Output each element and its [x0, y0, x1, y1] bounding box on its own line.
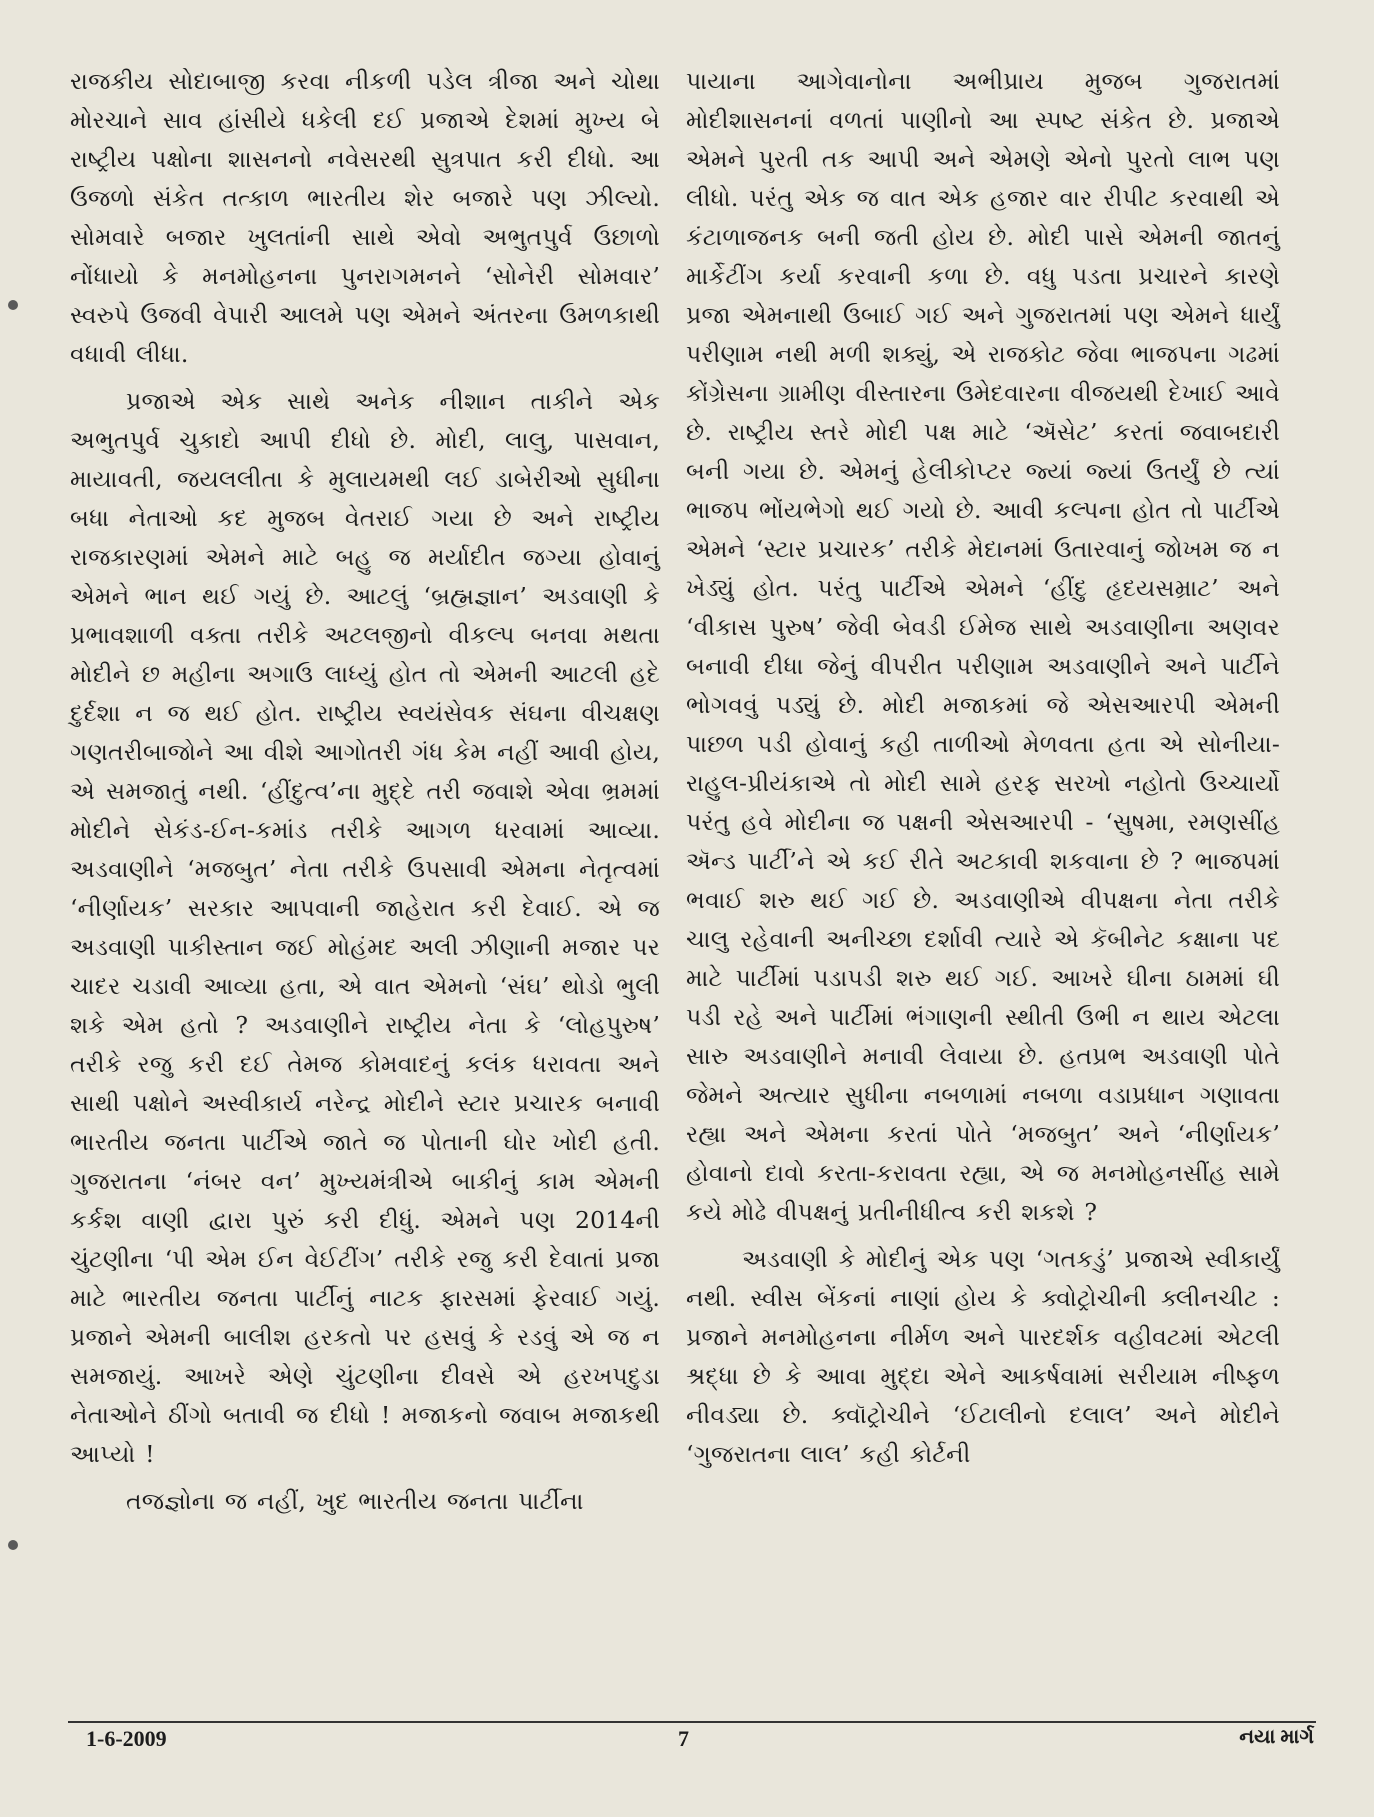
- left-column: [70, 62, 660, 1521]
- paragraph: પ્રજાએ એક સાથે અનેક નીશાન તાકીને એક અભુતપુર્વ ચુકાદો આપી દીધો છે. મોદી, લાલુ, પાસવાન, માયાવતી, જયલલીતા કે મુલાયમથી લઈ ડાબેરીઓ સુધીના બધા નેતાઓ કદ મુજબ વેતરાઈ ગયા છે અને રાષ્ટ્રીય રાજકારણમાં એમને માટે બહુ જ મર્યાદીત જગ્યા હોવાનું એમને ભાન થઈ ગયું છે. આટલું ‘બ્રહ્મજ્ઞાન’ અડવાણી કે પ્રભાવશાળી વક્તા તરીકે અટલજીનો વીકલ્પ બનવા મથતા મોદીને છ મહીના અગાઉ લાધ્યું હોત તો એમની આટલી હદે દુર્દશા ન જ થઈ હોત. રાષ્ટ્રીય સ્વયંસેવક સંઘના વીચક્ષણ ગણતરીબાજોને આ વીશે આગોતરી ગંધ કેમ નહીં આવી હોય, એ સમજાતું નથી. ‘હીંદુત્વ’ના મુદ્દે તરી જવાશે એવા ભ્રમમાં મોદીને સેકંડ-ઈન-કમાંડ તરીકે આગળ ધરવામાં આવ્યા. અડવાણીને ‘મજબુત’ નેતા તરીકે ઉપસાવી એમના નેતૃત્વમાં ‘નીર્ણાયક’ સરકાર આપવાની જાહેરાત કરી દેવાઈ. એ જ અડવાણી પાકીસ્તાન જઈ મોહંમદ અલી ઝીણાની મજાર પર ચાદર ચડાવી આવ્યા હતા, એ વાત એમનો ‘સંઘ’ થોડો ભુલી શકે એમ હતો ? અડવાણીને રાષ્ટ્રીય નેતા કે ‘લોહપુરુષ’ તરીકે રજુ કરી દઈ તેમજ કોમવાદનું કલંક ધરાવતા અને સાથી પક્ષોને અસ્વીકાર્ય નરેન્દ્ર મોદીને સ્ટાર પ્રચારક બનાવી ભારતીય જનતા પાર્ટીએ જાતે જ પોતાની ઘોર ખોદી હતી. ગુજરાતના ‘નંબર વન’ મુખ્યમંત્રીએ બાકીનું કામ એમની કર્કશ વાણી દ્વારા પુરું કરી દીધું. એમને પણ 2014ની ચુંટણીના ‘પી એમ ઈન વેઈટીંગ’ તરીકે રજુ કરી દેવાતાં પ્રજા માટે ભારતીય જનતા પાર્ટીનું નાટક ફારસમાં ફેરવાઈ ગયું. પ્રજાને એમની બાલીશ હરકતો પર હસવું કે રડવું એ જ ન સમજાયું. આખરે એણે ચુંટણીના દીવસે એ હરખપદુડા નેતાઓને ઠીંગો બતાવી જ દીધો ! મજાકનો જવાબ મજાકથી આપ્યો !: [70, 387, 660, 1468]
- right-column: [686, 62, 1280, 1474]
- paragraph: તજજ્ઞોના જ નહીં, ખુદ ભારતીય જનતા પાર્ટીના: [126, 1487, 584, 1515]
- page-number: 7: [678, 1726, 689, 1751]
- footer-date: 1-6-2009: [86, 1726, 167, 1751]
- paragraph: અડવાણી કે મોદીનું એક પણ ‘ગતકડું’ પ્રજાએ સ્વીકાર્યું નથી. સ્વીસ બેંકનાં નાણાં હોય કે ક્વોટ્રોચીની ક્લીનચીટ : પ્રજાને મનમોહનના નીર્મળ અને પારદર્શક વહીવટમાં એટલી શ્રદ્ધા છે કે આવા મુદ્દા એને આકર્ષવામાં સરીયામ નીષ્ફળ નીવડ્યા છે. ક્વૉટ્રોચીને ‘ઈટાલીનો દલાલ’ અને મોદીને ‘ગુજરાતના લાલ’ કહી કોર્ટની: [686, 1245, 1280, 1468]
- magazine-name: નયા માર્ગ: [1239, 1726, 1314, 1748]
- binding-hole-mark: [8, 300, 18, 310]
- binding-hole-mark: [8, 1540, 18, 1550]
- footer-rule: [68, 1721, 1316, 1723]
- paragraph: પાયાના આગેવાનોના અભીપ્રાય મુજબ ગુજરાતમાં મોદીશાસનનાં વળતાં પાણીનો આ સ્પષ્ટ સંકેત છે. પ્રજાએ એમને પુરતી તક આપી અને એમણે એનો પુરતો લાભ પણ લીધો. પરંતુ એક જ વાત એક હજાર વાર રીપીટ કરવાથી એ કંટાળાજનક બની જતી હોય છે. મોદી પાસે એમની જાતનું માર્કેટીંગ કર્યા કરવાની કળા છે. વધુ પડતા પ્રચારને કારણે પ્રજા એમનાથી ઉબાઈ ગઈ અને ગુજરાતમાં પણ એમને ધાર્યું પરીણામ નથી મળી શક્યું, એ રાજકોટ જેવા ભાજપના ગઢમાં કોંગ્રેસના ગ્રામીણ વીસ્તારના ઉમેદવારના વીજયથી દેખાઈ આવે છે. રાષ્ટ્રીય સ્તરે મોદી પક્ષ માટે ‘ઍસેટ’ કરતાં જવાબદારી બની ગયા છે. એમનું હેલીકોપ્ટર જ્યાં જ્યાં ઉતર્યું છે ત્યાં ભાજપ ભોંયભેગો થઈ ગયો છે. આવી કલ્પના હોત તો પાર્ટીએ એમને ‘સ્ટાર પ્રચારક’ તરીકે મેદાનમાં ઉતારવાનું જોખમ જ ન ખેડ્યું હોત. પરંતુ પાર્ટીએ એમને ‘હીંદુ હૃદયસમ્રાટ’ અને ‘વીકાસ પુરુષ’ જેવી બેવડી ઈમેજ સાથે અડવાણીના અણવર બનાવી દીધા જેનું વીપરીત પરીણામ અડવાણીને અને પાર્ટીને ભોગવવું પડ્યું છે. મોદી મજાકમાં જે એસઆરપી એમની પાછળ પડી હોવાનું કહી તાળીઓ મેળવતા હતા એ સોનીયા-રાહુલ-પ્રીયંકાએ તો મોદી સામે હરફ સરખો નહોતો ઉચ્ચાર્યો પરંતુ હવે મોદીના જ પક્ષની એસઆરપી - ‘સુષમા, રમણસીંહ ઍન્ડ પાર્ટી’ને એ કઈ રીતે અટકાવી શકવાના છે ? ભાજપમાં ભવાઈ શરુ થઈ ગઈ છે. અડવાણીએ વીપક્ષના નેતા તરીકે ચાલુ રહેવાની અનીચ્છા દર્શાવી ત્યારે એ કૅબીનેટ કક્ષાના પદ માટે પાર્ટીમાં પડાપડી શરુ થઈ ગઈ. આખરે ઘીના ઠામમાં ઘી પડી રહે અને પાર્ટીમાં ભંગાણની સ્થીતી ઉભી ન થાય એટલા સારુ અડવાણીને મનાવી લેવાયા છે. હતપ્રભ અડવાણી પોતે જેમને અત્યાર સુધીના નબળામાં નબળા વડાપ્રધાન ગણાવતા રહ્યા અને એમના કરતાં પોતે ‘મજબુત’ અને ‘નીર્ણાયક’ હોવાનો દાવો કરતા-કરાવતા રહ્યા, એ જ મનમોહનસીંહ સામે કયે મોઢે વીપક્ષનું પ્રતીનીધીત્વ કરી શકશે ?: [686, 67, 1280, 1226]
- paragraph: રાજકીય સોદાબાજી કરવા નીકળી પડેલ ત્રીજા અને ચોથા મોરચાને સાવ હાંસીયે ધકેલી દઈ પ્રજાએ દેશમાં મુખ્ય બે રાષ્ટ્રીય પક્ષોના શાસનનો નવેસરથી સુત્રપાત કરી દીધો. આ ઉજળો સંકેત તત્કાળ ભારતીય શેર બજારે પણ ઝીલ્યો. સોમવારે બજાર ખુલતાંની સાથે એવો અભુતપુર્વ ઉછાળો નોંધાયો કે મનમોહનના પુનરાગમનને ‘સોનેરી સોમવાર’ સ્વરુપે ઉજવી વેપારી આલમે પણ એમને અંતરના ઉમળકાથી વધાવી લીધા.: [70, 67, 660, 368]
